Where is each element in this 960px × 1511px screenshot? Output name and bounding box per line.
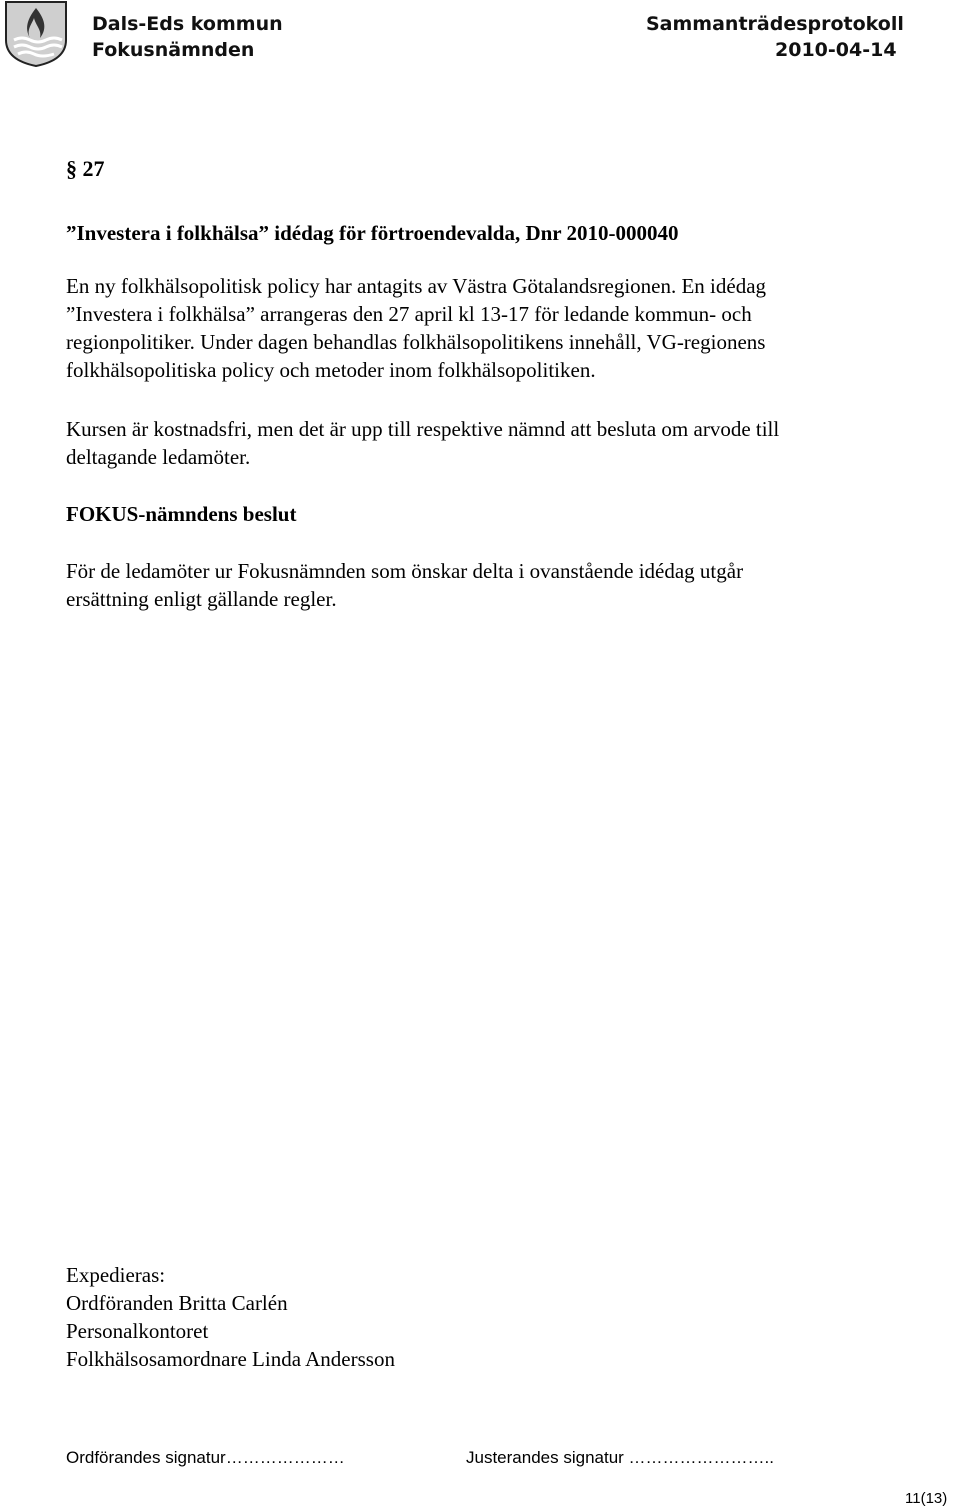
paragraph-line: En ny folkhälsopolitisk policy har antagits av Västra Götalandsregionen. En idédag xyxy=(66,274,767,298)
section-number-value: 27 xyxy=(82,156,105,181)
recipient-item: Folkhälsosamordnare Linda Andersson xyxy=(66,1347,395,1371)
decision-line: För de ledamöter ur Fokusnämnden som önskar delta i ovanstående idédag utgår xyxy=(66,559,744,583)
municipality-name: Dals-Eds kommun xyxy=(92,13,283,35)
chair-signature-line: Ordförandes signatur………………… xyxy=(66,1448,345,1467)
body-paragraph-2 xyxy=(66,415,926,471)
document-type: Sammanträdesprotokoll xyxy=(646,13,904,35)
section-number xyxy=(66,155,105,183)
section-title: ”Investera i folkhälsa” idédag för förtroendevalda, Dnr 2010-000040 xyxy=(66,221,679,245)
decision-heading: FOKUS-nämndens beslut xyxy=(66,502,297,526)
paragraph-mark: § xyxy=(66,156,77,181)
municipal-coat-of-arms-icon xyxy=(2,0,70,68)
committee-name: Fokusnämnden xyxy=(92,39,255,61)
decision-line: ersättning enligt gällande regler. xyxy=(66,587,337,611)
meeting-date: 2010-04-14 xyxy=(775,39,897,61)
distribution-list xyxy=(66,1261,926,1373)
paragraph-line: folkhälsopolitiska policy och metoder inom folkhälsopolitiken. xyxy=(66,358,596,382)
adjuster-signature-line: Justerandes signatur …………………….. xyxy=(466,1448,774,1467)
paragraph-line: ”Investera i folkhälsa” arrangeras den 27 april kl 13-17 för ledande kommun- och xyxy=(66,302,752,326)
page-number: 11(13) xyxy=(905,1490,948,1507)
recipient-item: Personalkontoret xyxy=(66,1319,209,1343)
decision-text xyxy=(66,557,926,613)
paragraph-line: Kursen är kostnadsfri, men det är upp till respektive nämnd att besluta om arvode till xyxy=(66,417,780,441)
distribution-label: Expedieras: xyxy=(66,1263,166,1287)
recipient-item: Ordföranden Britta Carlén xyxy=(66,1291,288,1315)
paragraph-line: regionpolitiker. Under dagen behandlas folkhälsopolitikens innehåll, VG-regionens xyxy=(66,330,766,354)
paragraph-line: deltagande ledamöter. xyxy=(66,445,251,469)
body-paragraph-1 xyxy=(66,272,926,384)
